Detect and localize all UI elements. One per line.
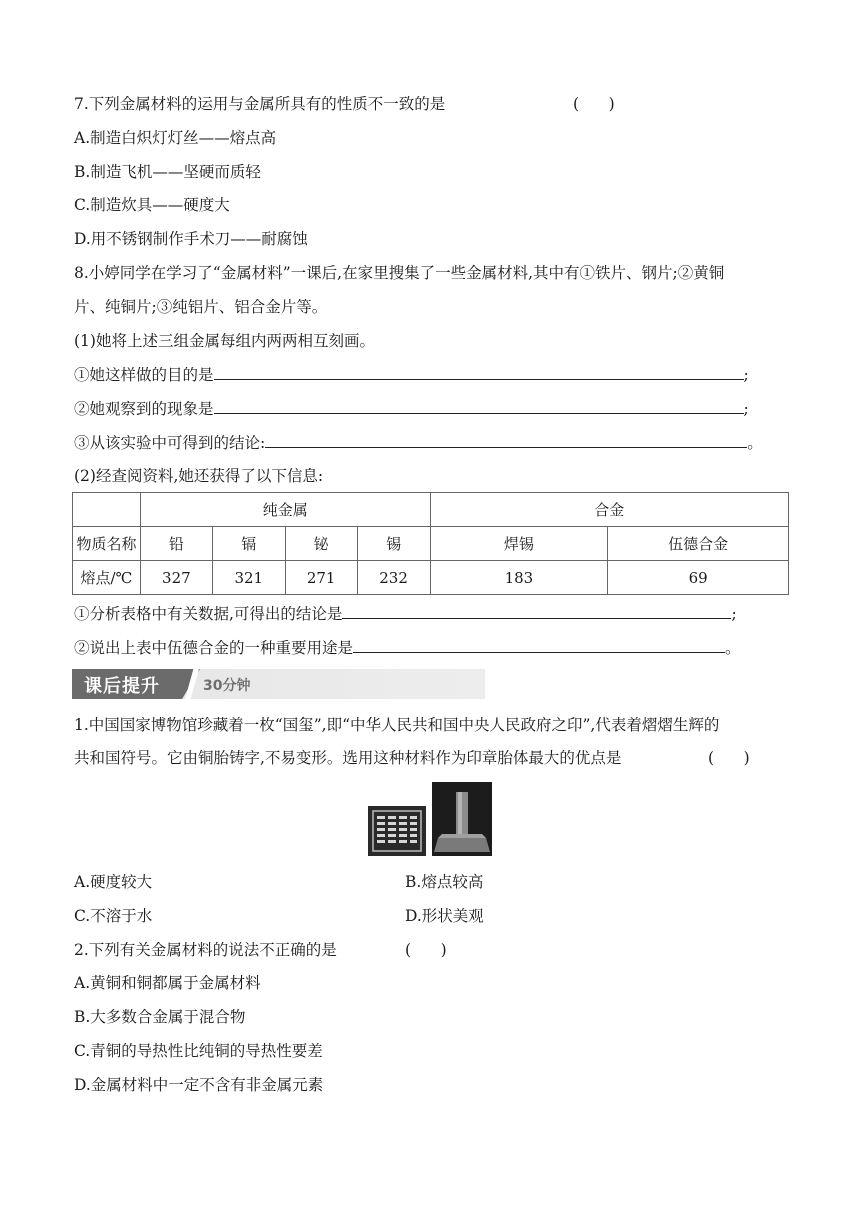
p1-option-a: A.硬度较大	[74, 873, 153, 891]
q8-part1-a-row	[74, 363, 749, 386]
q8-part1-c-row	[74, 431, 763, 454]
table-cell: 焊锡	[430, 527, 608, 561]
section-title: 课后提升	[84, 676, 160, 697]
q8-part2-b-end: 。	[725, 639, 741, 657]
p1-option-d: D.形状美观	[405, 907, 484, 925]
q8-part1: (1)她将上述三组金属每组内两两相互刻画。	[74, 332, 375, 350]
seal-imprint-image	[368, 806, 426, 856]
section-time: 30分钟	[203, 678, 251, 694]
table-cell: 232	[357, 561, 430, 595]
table-cell: 锡	[357, 527, 430, 561]
table-cell: 327	[140, 561, 212, 595]
p2-option-c: C.青铜的导热性比纯铜的导热性要差	[74, 1042, 323, 1060]
answer-blank[interactable]	[342, 602, 731, 619]
p2-option-d: D.金属材料中一定不含有非金属元素	[74, 1076, 324, 1094]
q8-stem-line2: 片、纯铜片;③纯铝片、铝合金片等。	[74, 298, 328, 316]
table-row-label: 熔点/℃	[73, 561, 141, 595]
table-cell: 183	[430, 561, 608, 595]
answer-blank[interactable]	[214, 363, 744, 380]
p1-answer-paren: ( )	[708, 749, 750, 767]
table-header-row	[73, 493, 789, 527]
q8-part1-b-row	[74, 397, 749, 420]
p2-answer-paren: ( )	[405, 941, 447, 959]
q7-answer-paren: ( )	[573, 95, 615, 113]
table-cell: 镉	[212, 527, 285, 561]
p2-stem: 2.下列有关金属材料的说法不正确的是	[74, 941, 337, 959]
p2-option-a: A.黄铜和铜都属于金属材料	[74, 974, 261, 992]
q8-part1-c-label: ③从该实验中可得到的结论:	[74, 434, 266, 452]
p2-option-b: B.大多数合金属于混合物	[74, 1008, 246, 1026]
seal-object-image	[432, 782, 492, 856]
q7-option-b: B.制造飞机——坚硬而质轻	[74, 163, 261, 181]
table-cell: 69	[608, 561, 789, 595]
q8-part2-b-row	[74, 636, 741, 659]
q8-part1-a-label: ①她这样做的目的是	[74, 366, 214, 384]
table-row	[73, 561, 789, 595]
q8-part2-b-label: ②说出上表中伍德合金的一种重要用途是	[74, 639, 354, 657]
table-cell: 铅	[140, 527, 212, 561]
q8-part1-a-end: ;	[743, 366, 749, 384]
p1-stem-line1: 1.中国国家博物馆珍藏着一枚“国玺”,即“中华人民共和国中央人民政府之印”,代表着熠熠生辉的	[74, 716, 720, 734]
table-cell: 271	[285, 561, 357, 595]
q8-part1-c-end: 。	[747, 434, 763, 452]
q8-part2-a-row	[74, 602, 737, 625]
answer-blank[interactable]	[214, 397, 744, 414]
q8-part2: (2)经查阅资料,她还获得了以下信息:	[74, 467, 324, 485]
p1-option-b: B.熔点较高	[405, 873, 484, 891]
table-group-pure: 纯金属	[140, 493, 430, 527]
table-row	[73, 527, 789, 561]
q8-part2-a-end: ;	[731, 605, 737, 623]
section-banner	[72, 669, 485, 699]
q8-part1-b-label: ②她观察到的现象是	[74, 400, 214, 418]
q7-option-a: A.制造白炽灯灯丝——熔点高	[74, 129, 277, 147]
q8-stem-line1: 8.小婷同学在学习了“金属材料”一课后,在家里搜集了一些金属材料,其中有①铁片、钢片;②黄铜	[74, 264, 725, 282]
q7-stem: 7.下列金属材料的运用与金属所具有的性质不一致的是	[74, 95, 446, 113]
answer-blank[interactable]	[265, 431, 747, 448]
q7-option-c: C.制造炊具——硬度大	[74, 196, 230, 214]
table-cell: 铋	[285, 527, 357, 561]
melting-point-table	[72, 492, 789, 595]
table-cell: 伍德合金	[608, 527, 789, 561]
table-cell: 321	[212, 561, 285, 595]
p1-option-c: C.不溶于水	[74, 907, 153, 925]
table-row-label: 物质名称	[73, 527, 141, 561]
q8-part2-a-label: ①分析表格中有关数据,可得出的结论是	[74, 605, 343, 623]
answer-blank[interactable]	[353, 636, 725, 653]
p1-stem-line2: 共和国符号。它由铜胎铸字,不易变形。选用这种材料作为印章胎体最大的优点是	[74, 749, 622, 767]
q7-option-d: D.用不锈钢制作手术刀——耐腐蚀	[74, 230, 308, 248]
table-group-alloy: 合金	[430, 493, 788, 527]
q8-part1-b-end: ;	[743, 400, 749, 418]
table-corner-cell	[73, 493, 141, 527]
